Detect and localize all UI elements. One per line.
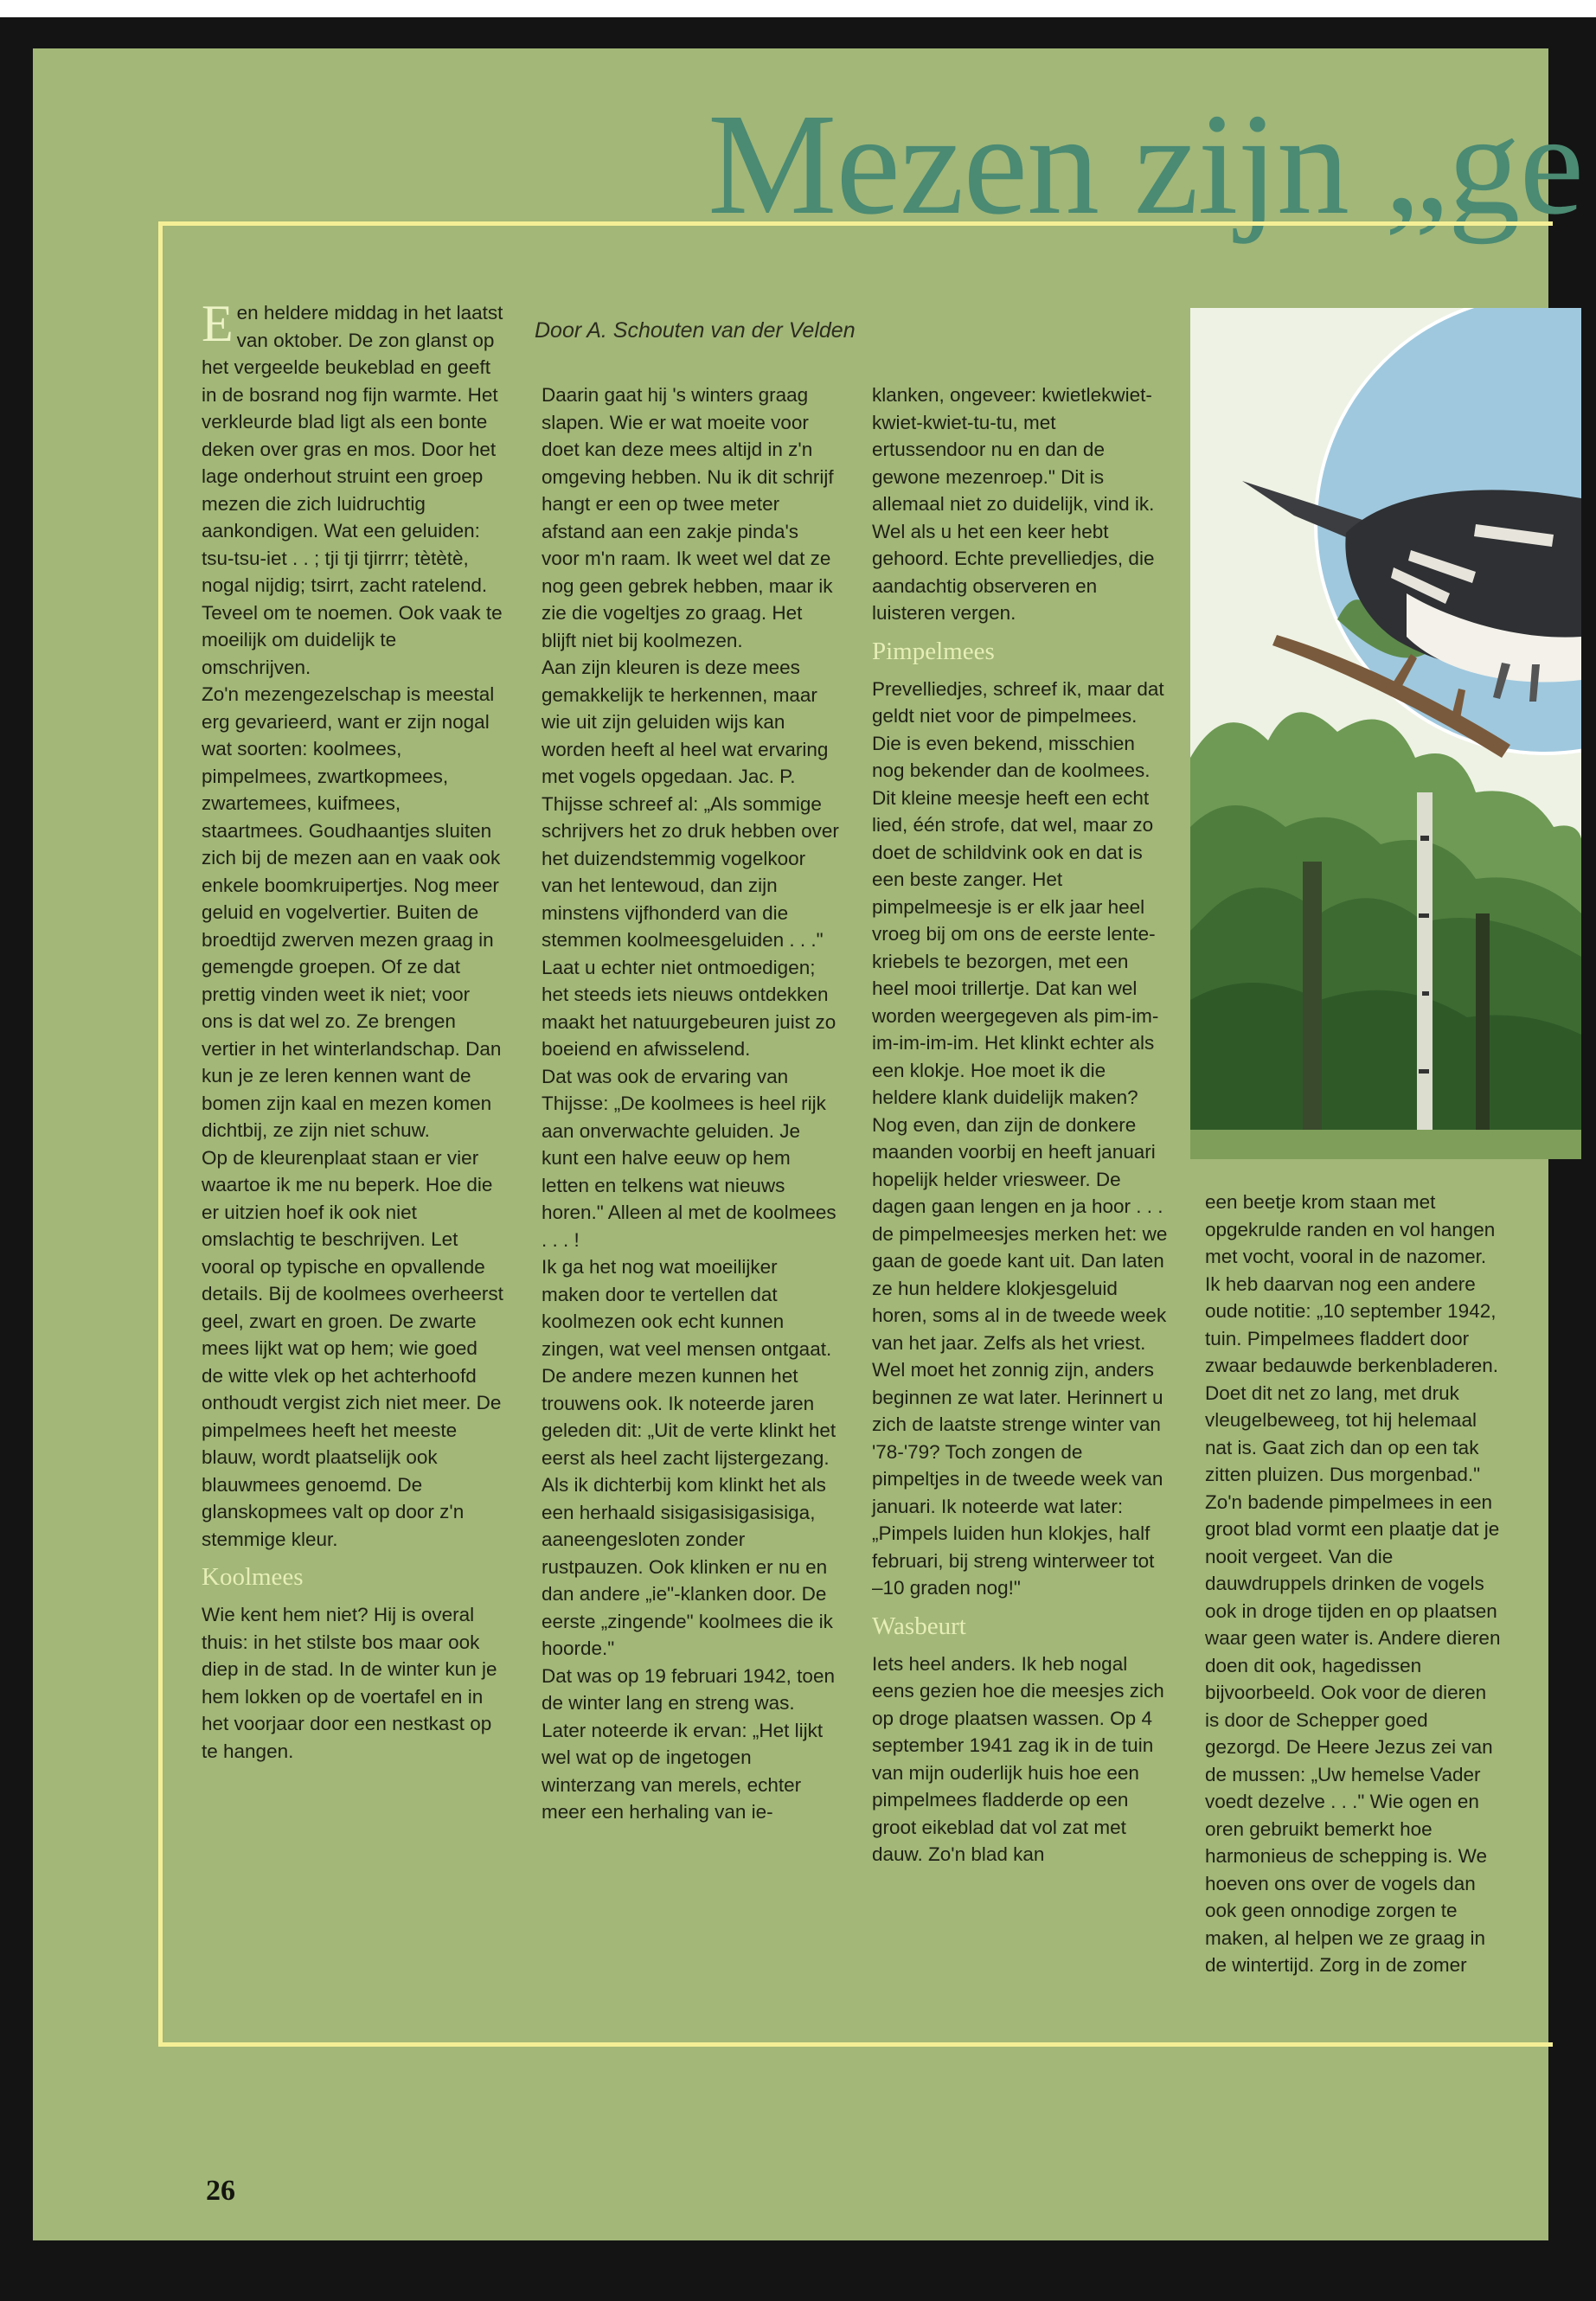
bird-forest-illustration [1190, 308, 1581, 1159]
article-byline: Door A. Schouten van der Velden [535, 318, 856, 343]
paragraph: Laat u echter niet ontmoedigen; het steeds iets nieuws ontdekken maakt het natuurgebeuren juist zo boeiend en afwisselend. [542, 956, 836, 1060]
section-heading-pimpelmees: Pimpelmees [872, 637, 995, 665]
text-column-1 [202, 295, 504, 1765]
paragraph: een beetje krom staan met opgekrulde randen en vol hangen met vocht, vooral in de nazomer. Ik heb daarvan nog een andere oude notitie: „10 september 1942, tuin. Pimpelmees fladdert door zwaar bedauwde berkenbladeren. Doet dit net zo lang, met druk vleugelbeweeg, tot hij helemaal nat is. Gaat zich dan op een tak zitten pluizen. Dus morgenbad." [1205, 1191, 1498, 1485]
text-column-3 [872, 381, 1170, 1868]
paragraph: Zo'n mezengezelschap is meestal erg gevarieerd, want er zijn nogal wat soorten: koolmees, pimpelmees, zwartkopmees, zwartemees, kuifmees, staartmees. Goudhaantjes sluiten zich bij de mezen aan en vaak ook enkele boomkruipertjes. Nog meer geluid en vogelvertier. Buiten de broedtijd zwerven mezen graag in gemengde groepen. Of ze dat prettig vinden weet ik niet; voor ons is dat wel zo. Ze brengen vertier in het winterlandschap. Dan kun je ze leren kennen want de bomen zijn kaal en mezen komen dichtbij, ze zijn niet schuw. [202, 683, 502, 1141]
paragraph: Dat was ook de ervaring van Thijsse: „De koolmees is heel rijk aan onverwachte geluiden. Je kunt een halve eeuw op hem letten en telkens wat nieuws horen." Alleen al met de koolmees . . . ! [542, 1065, 836, 1251]
text-column-4 [1205, 1189, 1503, 1979]
page-number: 26 [206, 2175, 235, 2207]
scan-border-bottom [0, 2240, 1596, 2301]
section-heading-wasbeurt: Wasbeurt [872, 1612, 966, 1640]
paragraph: Nog even, dan zijn de donkere maanden voorbij en heeft januari hopelijk helder vriesweer. De dagen gaan lengen en ja hoor . . . de pimpelmeesjes merken het: we gaan de goede kant uit. Dan laten ze hun heldere klokjesgeluid horen, soms al in de tweede week van het jaar. Zelfs als het vriest. Wel moet het zonnig zijn, anders beginnen ze wat later. Herinnert u zich de laatste strenge winter van '78-'79? Toch zongen de pimpeltjes in de tweede week van januari. Ik noteerde wat later: „Pimpels luiden hun klokjes, half februari, bij streng winterweer tot –10 graden nog!" [872, 1113, 1168, 1599]
paragraph: Ik ga het nog wat moeilijker maken door te vertellen dat koolmezen ook echt kunnen zingen, wat veel mensen ontgaat. De andere mezen kunnen het trouwens ook. Ik noteerde jaren geleden dit: „Uit de verte klinkt het eerst als heel zacht lijstergezang. Als ik dichterbij kom klinkt het als een herhaald sisigasisigasisiga, aaneengesloten zonder rustpauzen. Ook klinken er nu en dan andere „ie"-klanken door. De eerste „zingende" koolmees die ik hoorde." [542, 1256, 836, 1659]
article-title: Mezen zijn „ge [708, 84, 1584, 245]
magazine-page [33, 48, 1584, 2240]
section-heading-koolmees: Koolmees [202, 1563, 304, 1591]
illustration-graphic [1190, 308, 1581, 1159]
paragraph: Op de kleurenplaat staan er vier waartoe ik me nu beperk. Hoe die er uitzien hoef ik ook niet omslachtig te beschrijven. Let vooral op typische en opvallende details. Bij de koolmees overheerst geel, zwart en groen. De zwarte mees lijkt wat op hem; wie goed de witte vlek op het achterhoofd onthoudt vergist zich niet meer. De pimpelmees heeft het meeste blauw, wordt plaatselijk ook blauwmees genoemd. De glanskopmees valt op door z'n stemmige kleur. [202, 1146, 503, 1550]
scan-border-top [0, 17, 1557, 48]
birch-trunk [1417, 792, 1433, 1138]
ground [1190, 1130, 1581, 1159]
scan-border-left [0, 17, 33, 2301]
paragraph: Prevelliedjes, schreef ik, maar dat geldt niet voor de pimpelmees. Die is even bekend, misschien nog bekender dan de koolmees. Dit kleine meesje heeft een echt lied, één strofe, dat wel, maar zo doet de schildvink ook en dat is een beste zanger. Het pimpelmeesje is er elk jaar heel vroeg bij om ons de eerste lente-kriebels te bezorgen, met een heel mooi trillertje. Dat kan wel worden weergegeven als pim-im-im-im-im-im. Het klinkt echter als een klokje. Hoe moet ik die heldere klank duidelijk maken? [872, 677, 1164, 1108]
paragraph: Daarin gaat hij 's winters graag slapen. Wie er wat moeite voor doet kan deze mees altijd in z'n omgeving hebben. Nu ik dit schrijf hangt er een op twee meter afstand aan een zakje pinda's voor m'n raam. Ik weet wel dat ze nog geen gebrek hebben, maar ik zie die vogeltjes zo graag. Het blijft niet bij koolmezen. [542, 384, 834, 651]
paragraph: Wie kent hem niet? Hij is overal thuis: in het stilste bos maar ook diep in de stad. In de winter kun je hem lokken op de voertafel en in het voorjaar door een nestkast op te hangen. [202, 1604, 497, 1762]
tree-trunk [1303, 862, 1322, 1130]
text-column-2 [542, 381, 840, 1826]
paragraph: Iets heel anders. Ik heb nogal eens gezien hoe die meesjes zich op droge plaatsen wassen. Op 4 september 1941 zag ik in de tuin van mijn ouderlijk huis hoe een pimpelmees fladderde op een groot eikeblad dat vol zat met dauw. Zo'n blad kan [872, 1652, 1164, 1865]
paragraph: Dat was op 19 februari 1942, toen de winter lang en streng was. Later noteerde ik ervan: „Het lijkt wel wat op de ingetogen winterzang van merels, echter meer een herhaling van ie- [542, 1664, 835, 1823]
drop-cap: E [202, 295, 234, 352]
paragraph: Aan zijn kleuren is deze mees gemakkelijk te herkennen, maar wie uit zijn geluiden wijs kan worden heeft al heel wat ervaring met vogels opgedaan. Jac. P. Thijsse schreef al: „Als sommige schrijvers het zo druk hebben over het duizendstemmig vogelkoor van het lentewoud, dan zijn minstens vijfhonderd van die stemmen koolmeesgeluiden . . ." [542, 657, 839, 951]
paragraph: en heldere middag in het laatst van oktober. De zon glanst op het vergeelde beukeblad en geeft in de bosrand nog fijn warmte. Het verkleurde blad ligt als een bonte deken over gras en mos. Door het lage onderhout struint een groep mezen die zich luidruchtig aankondigen. Wat een geluiden: tsu-tsu-iet . . ; tji tji tjirrrr; tètètè, nogal nijdig; tsirrt, zacht ratelend. Teveel om te noemen. Ook vaak te moeilijk om duidelijk te omschrijven. [202, 302, 503, 678]
paragraph: Zo'n badende pimpelmees in een groot blad vormt een plaatje dat je nooit vergeet. Van die dauwdruppels drinken de vogels ook in droge tijden en op plaatsen waar geen water is. Andere dieren doen dit ook, hagedissen bijvoorbeeld. Ook voor de dieren is door de Schepper goed gezorgd. De Heere Jezus zei van de mussen: „Uw hemelse Vader voedt dezelve . . ." Wie ogen en oren gebruikt bemerkt hoe harmonieus de schepping is. We hoeven ons over de vogels dan ook geen onnodige zorgen te maken, al helpen we ze graag in de wintertijd. Zorg in de zomer [1205, 1490, 1501, 1976]
paragraph: klanken, ongeveer: kwietlekwiet-kwiet-kwiet-tu-tu, met ertussendoor nu en dan de gewone mezenroep." Dit is allemaal niet zo duidelijk, vind ik. Wel als u het een keer hebt gehoord. Echte prevelliedjes, die aandachtig observeren en luisteren vergen. [872, 384, 1155, 624]
